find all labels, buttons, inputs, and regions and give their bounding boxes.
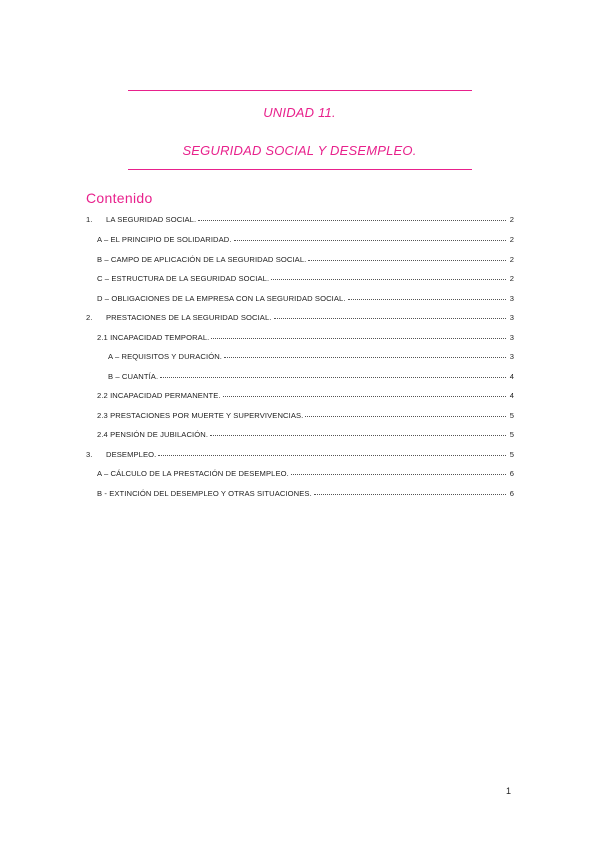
- unit-subtitle: SEGURIDAD SOCIAL Y DESEMPLEO.: [182, 143, 417, 158]
- toc-entry-title: LA SEGURIDAD SOCIAL.: [106, 215, 197, 224]
- toc-entry-title: PRESTACIONES DE LA SEGURIDAD SOCIAL.: [106, 313, 272, 322]
- toc-entry-title: B – CAMPO DE APLICACIÓN DE LA SEGURIDAD SOCIAL.: [97, 255, 307, 264]
- toc-leader-dots: [274, 318, 507, 319]
- toc-entry-title: B - EXTINCIÓN DEL DESEMPLEO Y OTRAS SITUACIONES.: [97, 489, 312, 498]
- toc-entry-page: 2: [509, 274, 514, 283]
- toc-entry[interactable]: [97, 230, 514, 244]
- toc-entry[interactable]: [97, 484, 514, 498]
- toc-entry-page: 3: [509, 294, 514, 303]
- toc-entry-title: A – EL PRINCIPIO DE SOLIDARIDAD.: [97, 235, 232, 244]
- toc-entry-title: 2.4 PENSIÓN DE JUBILACIÓN.: [97, 430, 209, 439]
- toc-entry-page: 3: [509, 333, 514, 342]
- toc-leader-dots: [210, 435, 506, 436]
- page-number: 1: [506, 786, 512, 796]
- toc-entry[interactable]: [97, 289, 514, 303]
- toc-entry-number: 3.: [86, 450, 93, 459]
- toc-entry[interactable]: [86, 445, 514, 459]
- toc-entry[interactable]: [97, 406, 514, 420]
- toc-leader-dots: [160, 377, 506, 378]
- toc-leader-dots: [158, 455, 506, 456]
- toc-entry-number: 2.: [86, 313, 93, 322]
- toc-leader-dots: [223, 396, 506, 397]
- toc-entry-page: 2: [509, 215, 514, 224]
- toc-entry-title: 2.3 PRESTACIONES POR MUERTE Y SUPERVIVENCIAS.: [97, 411, 304, 420]
- toc-entry[interactable]: [86, 210, 514, 224]
- toc-entry-title: 2.1 INCAPACIDAD TEMPORAL.: [97, 333, 210, 342]
- toc-entry-page: 6: [509, 469, 514, 478]
- toc-entry[interactable]: [97, 464, 514, 478]
- toc-entry-page: 5: [509, 430, 514, 439]
- toc-entry[interactable]: [97, 250, 514, 264]
- toc-entry-title: DESEMPLEO.: [106, 450, 157, 459]
- toc-entry-page: 5: [509, 450, 514, 459]
- toc-entry-number: 1.: [86, 215, 93, 224]
- unit-title: UNIDAD 11.: [263, 105, 336, 120]
- toc-entry-title: A – CÁLCULO DE LA PRESTACIÓN DE DESEMPLEO.: [97, 469, 289, 478]
- toc-leader-dots: [305, 416, 506, 417]
- toc-entry-title: C – ESTRUCTURA DE LA SEGURIDAD SOCIAL.: [97, 274, 270, 283]
- toc-leader-dots: [308, 260, 506, 261]
- toc-leader-dots: [291, 474, 506, 475]
- toc-entry-page: 3: [509, 313, 514, 322]
- toc-entry[interactable]: [97, 328, 514, 342]
- toc-leader-dots: [211, 338, 506, 339]
- toc-leader-dots: [314, 494, 506, 495]
- toc-entry-page: 5: [509, 411, 514, 420]
- toc-entry-title: A – REQUISITOS Y DURACIÓN.: [108, 352, 223, 361]
- toc-entry-title: D – OBLIGACIONES DE LA EMPRESA CON LA SEGURIDAD SOCIAL.: [97, 294, 346, 303]
- toc-entry[interactable]: [97, 386, 514, 400]
- toc-leader-dots: [234, 240, 506, 241]
- toc-entry-page: 4: [509, 372, 514, 381]
- toc-entry-page: 2: [509, 235, 514, 244]
- toc-entry-page: 3: [509, 352, 514, 361]
- toc-leader-dots: [348, 299, 506, 300]
- toc-entry-title: B – CUANTÍA.: [108, 372, 159, 381]
- toc-entry[interactable]: [108, 347, 514, 361]
- toc-leader-dots: [198, 220, 506, 221]
- toc-entry[interactable]: [97, 269, 514, 283]
- toc-entry-title: 2.2 INCAPACIDAD PERMANENTE.: [97, 391, 221, 400]
- toc-leader-dots: [224, 357, 506, 358]
- toc-entry-page: 6: [509, 489, 514, 498]
- toc-entry[interactable]: [108, 367, 514, 381]
- toc-leader-dots: [271, 279, 506, 280]
- toc-entry-page: 2: [509, 255, 514, 264]
- toc-entry-page: 4: [509, 391, 514, 400]
- toc-heading: Contenido: [86, 190, 153, 206]
- toc-entry[interactable]: [86, 308, 514, 322]
- toc-entry[interactable]: [97, 425, 514, 439]
